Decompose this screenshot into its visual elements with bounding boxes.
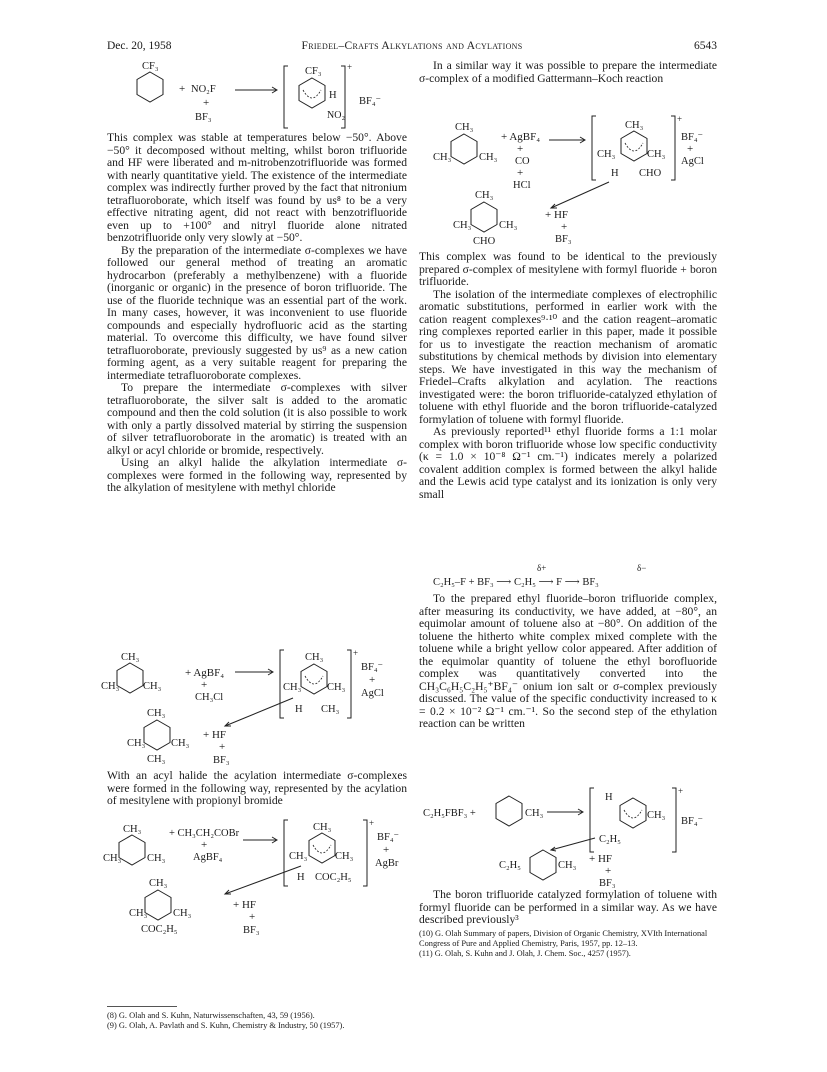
right-column-text-1: [419, 60, 717, 85]
svg-text:BF₃: BF₃: [555, 234, 572, 245]
svg-text:+: +: [517, 167, 524, 179]
svg-text:+ CH₃CH₂COBr: + CH₃CH₂COBr: [169, 828, 240, 839]
sigma-complex-ring: [301, 664, 327, 694]
bracket-left: [592, 116, 596, 180]
svg-text:+: +: [203, 97, 210, 109]
paragraph: By the preparation of the intermediate σ-complexes we have followed our general method of treating an aromatic hydrocarbon (preferably a methylbenzene) with a fluoride (inorganic or organic) in the presence of boron trifluoride. The use of the fluoride technique was an essential part of the work. In many cases, however, it was inconvenient to use fluoride compounds and especially hydrofluoric acid as the starting material. To overcome this difficulty, we have found silver tetrafluoroborate, previously suggested by us⁹ as a new cation forming agent, as a very suitable reagent for preparing the intermediate tetrafluoroborate complexes.: [107, 243, 407, 382]
svg-text:BF₄⁻: BF₄⁻: [681, 816, 704, 827]
svg-text:COC₂H₅: COC₂H₅: [141, 924, 178, 935]
svg-text:CH₃: CH₃: [283, 682, 302, 693]
svg-text:CH₃: CH₃: [321, 704, 340, 715]
svg-text:C₂H₅: C₂H₅: [499, 860, 521, 871]
paragraph: The isolation of the intermediate complexes of electrophilic aromatic substitutions, performed in earlier work with the cation reagent complexes⁹·¹⁰ and the cation reagent–aromatic ring complexes reported earlier in this paper, made it possible for us to investigate the reaction mechanism of aromatic substitutions by chemical methods by division into elementary steps. We have investigated in this way the mechanism of Friedel–Crafts alkylation and acylation. The reactions investigated were: the boron trifluoride-catalyzed ethylation of toluene with ethyl fluoride and the boron trifluoride-catalyzed formylation of toluene with formyl fluoride.: [419, 287, 717, 426]
paragraph: To prepare the intermediate σ-complexes with silver tetrafluoroborate, the silver salt is added to the aromatic compound and then the cold solution (it is also possible to work with only a partly dissolved material by stirring the suspension of silver tetrafluoroborate in the aromatic) is treated with an alkyl or acyl chloride or bromide, respectively.: [107, 381, 407, 457]
delta-plus: δ+: [537, 563, 547, 573]
mesitylene-ring: [451, 134, 477, 164]
svg-text:HCl: HCl: [513, 180, 531, 191]
paragraph: Using an alkyl halide the alkylation intermediate σ-complexes were formed in the following way, represented by the alkylation of mesitylene with methyl chloride: [107, 456, 407, 494]
svg-text:+: +: [517, 143, 524, 155]
svg-text:CH₃: CH₃: [101, 681, 120, 692]
svg-text:CH₃: CH₃: [129, 908, 148, 919]
svg-text:H: H: [329, 90, 337, 101]
product-ring: [471, 202, 497, 232]
svg-text:COC₂H₅: COC₂H₅: [315, 872, 352, 883]
svg-text:BF₃: BF₃: [243, 925, 260, 936]
nitro-label: NO₂: [327, 110, 345, 121]
svg-text:CH₃: CH₃: [475, 190, 494, 201]
ionization-equation: [419, 563, 717, 593]
paragraph: With an acyl halide the acylation intermediate σ-complexes were formed in the following way, represented by the acylation of mesitylene with propionyl bromide: [107, 769, 407, 807]
paragraph: As previously reported¹¹ ethyl fluoride forms a 1:1 molar complex with boron trifluoride whose low specific conductivity (κ = 1.0 × 10⁻⁸ Ω⁻¹ cm.⁻¹) indicates merely a polarized covalent addition complex is formed between the alkyl halide and the Lewis acid type catalyst and its ionization is only very small: [419, 425, 717, 501]
svg-text:CH₃: CH₃: [479, 152, 498, 163]
svg-text:CO: CO: [515, 156, 530, 167]
svg-text:+: +: [179, 83, 186, 95]
svg-text:+: +: [201, 839, 208, 851]
scheme-nitration: [107, 60, 407, 132]
footnote-11: (11) G. Olah, S. Kuhn and J. Olah, J. Chem. Soc., 4257 (1957).: [419, 949, 631, 958]
svg-text:CH₃: CH₃: [335, 851, 354, 862]
paragraph: This complex was found to be identical to the previously prepared σ-complex of mesitylene with formyl fluoride + boron trifluoride.: [419, 250, 717, 288]
svg-text:+ HF: + HF: [233, 899, 257, 911]
footnote-10: (10) G. Olah Summary of papers, Division of Organic Chemistry, XVIth International Congress of Pure and Applied Chemistry, Paris, 1957, pp. 12–13.: [419, 929, 708, 948]
cf3-label: CF₃: [142, 61, 159, 72]
bracket-right: [671, 116, 675, 180]
footnote: [419, 929, 717, 959]
svg-text:+: +: [369, 674, 376, 686]
svg-text:CH₃: CH₃: [143, 681, 162, 692]
svg-text:CH₃: CH₃: [305, 652, 324, 663]
left-column-text-1: [107, 132, 407, 495]
svg-text:+: +: [201, 679, 208, 691]
toluene-ring: [496, 796, 522, 826]
svg-text:CH₃: CH₃: [149, 878, 168, 889]
footnote: [107, 1011, 407, 1031]
benzotrifluoride-ring: [137, 72, 163, 102]
product-ring: [145, 890, 171, 920]
footnote-9: (9) G. Olah, A. Pavlath and S. Kuhn, Chemistry & Industry, 50 (1957).: [107, 1021, 345, 1030]
svg-text:+ HF: + HF: [589, 853, 613, 865]
svg-text:+: +: [249, 911, 256, 923]
svg-text:CH₃: CH₃: [123, 824, 142, 835]
svg-text:CH₃: CH₃: [647, 149, 666, 160]
svg-text:C₂H₅FBF₃ +: C₂H₅FBF₃ +: [423, 808, 476, 819]
svg-text:BF₄⁻: BF₄⁻: [681, 132, 704, 143]
equation-line: C₂H₅–F + BF₃ ⟶ C₂H₅ ⟶ F ⟶ BF₃: [433, 577, 599, 588]
svg-text:+ AgBF₄: + AgBF₄: [501, 131, 541, 143]
svg-text:CH₃: CH₃: [597, 149, 616, 160]
svg-text:CH₃: CH₃: [147, 754, 166, 765]
bracket-right: [363, 820, 367, 886]
mesitylene-ring: [119, 835, 145, 865]
svg-text:+: +: [347, 62, 353, 72]
svg-text:+: +: [677, 114, 683, 124]
svg-text:CH₃: CH₃: [313, 822, 332, 833]
svg-text:CH₃: CH₃: [121, 652, 140, 663]
svg-text:+ AgBF₄: + AgBF₄: [185, 667, 225, 679]
svg-text:CH₃: CH₃: [173, 908, 192, 919]
scheme-gattermann: [419, 100, 717, 250]
svg-text:CH₃: CH₃: [103, 853, 122, 864]
paragraph: In a similar way it was possible to prepare the intermediate σ-complex of a modified Gattermann–Koch reaction: [419, 59, 717, 85]
svg-text:C₂H₅: C₂H₅: [599, 834, 621, 845]
svg-text:CH₃: CH₃: [453, 220, 472, 231]
svg-text:BF₄⁻: BF₄⁻: [377, 832, 400, 843]
delta-minus: δ−: [637, 563, 647, 573]
bracket-right: [672, 788, 676, 852]
svg-text:H: H: [611, 168, 619, 179]
sigma-complex-ring: [299, 78, 325, 108]
svg-text:CH₃: CH₃: [147, 708, 166, 719]
svg-text:H: H: [605, 792, 613, 803]
svg-text:CH₃: CH₃: [558, 860, 577, 871]
svg-text:+: +: [687, 143, 694, 155]
svg-text:+: +: [383, 844, 390, 856]
footnote-8: (8) G. Olah and S. Kuhn, Naturwissenschaften, 43, 59 (1956).: [107, 1011, 315, 1020]
svg-text:CH₃: CH₃: [433, 152, 452, 163]
svg-text:BF₄⁻: BF₄⁻: [361, 662, 384, 673]
svg-text:AgBF₄: AgBF₄: [193, 852, 223, 863]
scheme-acylation: [103, 818, 407, 940]
bracket-left: [284, 66, 288, 128]
svg-text:CH₃: CH₃: [147, 853, 166, 864]
right-column-text-4: [419, 889, 717, 927]
svg-text:CH₃: CH₃: [647, 810, 666, 821]
sigma-complex-ring: [621, 131, 647, 161]
paragraph: To the prepared ethyl fluoride–boron trifluoride complex, after measuring its conductivity, we have added, at −80°, an equimolar amount of toluene also at −80°. On addition of the toluene the hitherto white complex mixed complete with the toluene while a bright yellow color appeared. After addition of the equimolar quantity of toluene the ethyl borofluoride complex was quantitatively converted into the CH₃C₆H₅C₂H₅⁺BF₄⁻ onium ion salt or σ-complex previously discussed. The value of the specific conductivity increased to κ = 0.2 × 10⁻² Ω⁻¹ cm.⁻¹. So the second step of the ethylation reaction can be written: [419, 592, 717, 730]
svg-text:+: +: [678, 786, 684, 796]
mesitylene-ring: [117, 663, 143, 693]
svg-text:+: +: [561, 221, 568, 233]
svg-text:CH₃: CH₃: [327, 682, 346, 693]
right-column-text-2: [419, 251, 717, 501]
sigma-complex-ring: [309, 833, 335, 863]
product-ring: [530, 850, 556, 880]
svg-text:H: H: [295, 704, 303, 715]
left-column-text-2: [107, 770, 407, 808]
svg-text:CHO: CHO: [473, 236, 496, 247]
svg-text:CH₃: CH₃: [625, 120, 644, 131]
svg-text:+: +: [219, 741, 226, 753]
paragraph: The boron trifluoride catalyzed formylation of toluene with formyl fluoride can be performed in a similar way. As we have described previously³: [419, 888, 717, 926]
svg-text:CH₃: CH₃: [127, 738, 146, 749]
sigma-complex-ring: [620, 798, 646, 828]
svg-text:CH₃: CH₃: [455, 122, 474, 133]
svg-text:BF₃: BF₃: [195, 112, 212, 123]
footnote-rule: [107, 1006, 177, 1007]
running-header: [107, 40, 717, 54]
nitryl-fluoride-label: NO₂F: [191, 84, 216, 95]
svg-text:AgCl: AgCl: [681, 156, 704, 167]
scheme-ethylation: [419, 782, 717, 889]
anion-label: BF₄⁻: [359, 96, 382, 107]
bracket-left: [590, 788, 594, 852]
svg-text:BF₃: BF₃: [599, 878, 616, 889]
svg-text:AgCl: AgCl: [361, 688, 384, 699]
svg-text:BF₃: BF₃: [213, 755, 230, 766]
svg-text:AgBr: AgBr: [375, 858, 399, 869]
complex-cf3: CF₃: [305, 66, 322, 77]
svg-text:+: +: [369, 818, 375, 828]
svg-text:CH₃Cl: CH₃Cl: [195, 692, 224, 703]
svg-text:+ HF: + HF: [545, 209, 569, 221]
bracket-right: [347, 650, 351, 718]
svg-text:+ HF: + HF: [203, 729, 227, 741]
header-date: Dec. 20, 1958: [107, 40, 172, 52]
svg-text:+: +: [605, 865, 612, 877]
page-number: 6543: [694, 40, 717, 52]
bracket-left: [284, 820, 288, 886]
svg-text:+: +: [353, 648, 359, 658]
product-ring: [144, 720, 170, 750]
svg-text:CH₃: CH₃: [289, 851, 308, 862]
svg-text:CH₃: CH₃: [499, 220, 518, 231]
paragraph: This complex was stable at temperatures below −50°. Above −50° it decomposed without melting, whilst boron trifluoride and HF were liberated and m-nitrobenzotrifluoride was formed with nearly quantitative yield. The existence of the intermediate complex was indirectly further proved by the fact that nitronium tetrafluoroborate, which itself was found by us⁸ to be a very effective nitrating agent, did not react with benzotrifluoride even up to +100° and nitryl fluoride alone nitrated benzotrifluoride only very slowly at −50°.: [107, 131, 407, 244]
svg-text:H: H: [297, 872, 305, 883]
scheme-methylation: [101, 648, 407, 768]
svg-text:CH₃: CH₃: [525, 808, 544, 819]
header-title: Friedel–Crafts Alkylations and Acylations: [301, 40, 523, 52]
svg-text:CH₃: CH₃: [171, 738, 190, 749]
svg-text:CHO: CHO: [639, 168, 662, 179]
right-column-text-3: [419, 593, 717, 731]
